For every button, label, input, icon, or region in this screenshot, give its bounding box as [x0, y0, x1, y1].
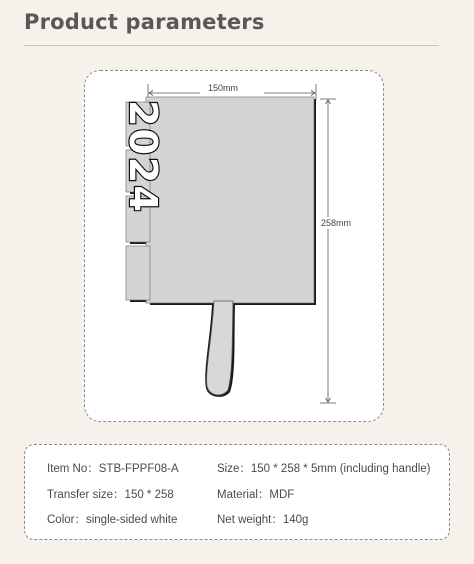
param-material-value: MDF [269, 489, 295, 501]
fan-handle [207, 301, 233, 395]
param-color-value: single-sided white [85, 514, 178, 526]
param-size-label: Size： [217, 463, 251, 475]
year-cutout-text: 2024 [121, 100, 165, 214]
param-net-weight [217, 511, 308, 527]
param-net-weight-value: 140g [282, 514, 309, 526]
param-net-weight-label: Net weight： [217, 514, 283, 526]
param-item-no-value: STB-FPPF08-A [98, 463, 179, 475]
param-transfer-size [47, 486, 174, 502]
height-label: 258mm [320, 218, 352, 228]
param-size [217, 460, 431, 476]
param-size-value: 150 * 258 * 5mm (including handle) [250, 463, 431, 475]
width-label: 150mm [207, 83, 239, 93]
param-transfer-size-label: Transfer size： [47, 489, 125, 501]
parameters-card [24, 444, 450, 540]
height-dimension [320, 99, 336, 403]
page-title: Product parameters [24, 10, 265, 34]
param-material-label: Material： [217, 489, 270, 501]
param-item-no-label: Item No： [47, 463, 99, 475]
param-color-label: Color： [47, 514, 86, 526]
param-color [47, 511, 177, 527]
param-transfer-size-value: 150 * 258 [124, 489, 174, 501]
param-material [217, 486, 294, 502]
param-item-no [47, 460, 179, 476]
